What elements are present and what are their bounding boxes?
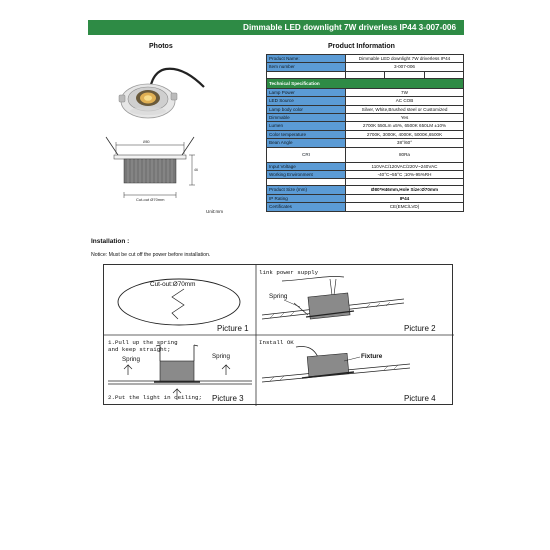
spacer-row — [267, 71, 464, 78]
spec-value: 2700K, 3000K, 4000K, 5000K,6500K — [346, 130, 464, 138]
document-title-text: Dimmable LED downlight 7W driverless IP44 3-007-006 — [243, 23, 456, 32]
spec-row — [267, 88, 464, 96]
spec-row — [267, 105, 464, 113]
downlight-photo — [119, 84, 177, 118]
spec-label: LED Source — [267, 97, 346, 105]
spec-label: Bean Angle — [267, 139, 346, 147]
spec-row — [267, 130, 464, 138]
spec-row — [267, 203, 464, 211]
product-photos — [88, 55, 262, 229]
spec-row — [267, 147, 464, 162]
installation-diagram — [103, 264, 453, 405]
spec-value: 7W — [346, 88, 464, 96]
technical-drawing — [106, 137, 195, 198]
height-dimension: 46 — [194, 168, 198, 172]
picture-3-step-2: 2.Put the light in ceiling; — [108, 394, 202, 401]
spec-row — [267, 194, 464, 202]
product-name-row — [267, 55, 464, 63]
technical-spec-heading-row — [267, 78, 464, 88]
picture-4-fixture-label: Fixture — [361, 353, 383, 360]
spec-value: 80Ra — [346, 147, 464, 162]
spacer-cell — [424, 71, 463, 78]
spec-label: Product Size (mm) — [267, 186, 346, 194]
spec-value: 38°/60° — [346, 139, 464, 147]
spec-label: Lamp Power — [267, 88, 346, 96]
spec-label: Lamp body color — [267, 105, 346, 113]
spacer-cell — [385, 71, 424, 78]
spec-value: CE(EMC/LVD) — [346, 203, 464, 211]
picture-3-label: Picture 3 — [212, 394, 244, 403]
picture-1-label: Picture 1 — [217, 324, 249, 333]
spec-row — [267, 171, 464, 179]
cutout-label: Cut-out Ø70mm — [136, 197, 165, 202]
item-number-value: 3-007-006 — [346, 63, 464, 71]
spacer-cell — [346, 179, 464, 186]
picture-3-step-1a: 1.Pull up the spring — [108, 339, 178, 346]
picture-1-cutout-label: Cut-out:Ø70mm — [150, 281, 196, 288]
spec-label: Dimmable — [267, 114, 346, 122]
spec-row — [267, 139, 464, 147]
spec-label: Lumen — [267, 122, 346, 130]
document-title — [88, 20, 464, 35]
picture-4-install-label: Install OK — [259, 339, 294, 346]
installation-heading: Installation : — [91, 238, 130, 245]
spec-label: Input Voltage — [267, 162, 346, 170]
picture-3-spring-left: Spring — [122, 356, 140, 363]
spec-value: Ø80*H46mm,Hole Size:Ø70mm — [346, 186, 464, 194]
product-name-value: Dimmable LED downlight 7W driverless IP44 — [346, 55, 464, 63]
photos-heading: Photos — [149, 43, 173, 50]
spec-value: Silver, White,Brushed steel or Customized — [346, 105, 464, 113]
technical-spec-heading: Technical Specification — [267, 78, 464, 88]
spec-label: Color temperature — [267, 130, 346, 138]
spec-row — [267, 162, 464, 170]
spacer-cell — [346, 71, 385, 78]
picture-4 — [259, 339, 436, 403]
spec-row — [267, 114, 464, 122]
spec-label: CRI — [267, 147, 346, 162]
installation-pictures — [104, 265, 454, 406]
installation-notice: Notice: Must be cut off the power before installation. — [91, 252, 211, 258]
spec-value: Yes — [346, 114, 464, 122]
picture-2-top-label: link power supply — [259, 269, 319, 276]
width-dimension: Ø80 — [143, 140, 150, 144]
product-name-label: Product Name: — [267, 55, 346, 63]
picture-2-spring-label: Spring — [269, 293, 288, 300]
spec-value: 110VAC/120VAC/220V~240VAC — [346, 162, 464, 170]
spec-label: Working Environment — [267, 171, 346, 179]
spec-value: AC COB — [346, 97, 464, 105]
spec-row — [267, 122, 464, 130]
spec-label: Certificates — [267, 203, 346, 211]
unit-label: Unit:mm — [206, 209, 224, 214]
picture-2 — [259, 269, 436, 333]
spec-value: IP44 — [346, 194, 464, 202]
picture-1 — [118, 279, 249, 333]
specification-table — [266, 54, 464, 212]
spec-label: IP Rating — [267, 194, 346, 202]
spec-row — [267, 186, 464, 194]
picture-4-label: Picture 4 — [404, 394, 436, 403]
item-number-label: Item number — [267, 63, 346, 71]
spec-value: 2700K 550Lm ±5%, 6500K 650LM ±10% — [346, 122, 464, 130]
product-information-heading: Product Information — [328, 43, 395, 50]
picture-3 — [108, 339, 252, 403]
spec-value: -40°C~55°C ;10%-95%RH — [346, 171, 464, 179]
item-number-row — [267, 63, 464, 71]
spacer-cell — [267, 179, 346, 186]
spec-row — [267, 97, 464, 105]
spacer-row — [267, 179, 464, 186]
product-photo-and-drawing — [88, 55, 262, 229]
picture-3-spring-right: Spring — [212, 353, 230, 360]
picture-3-step-1b: and keep straight; — [108, 346, 171, 353]
spacer-cell — [267, 71, 346, 78]
picture-2-label: Picture 2 — [404, 324, 436, 333]
